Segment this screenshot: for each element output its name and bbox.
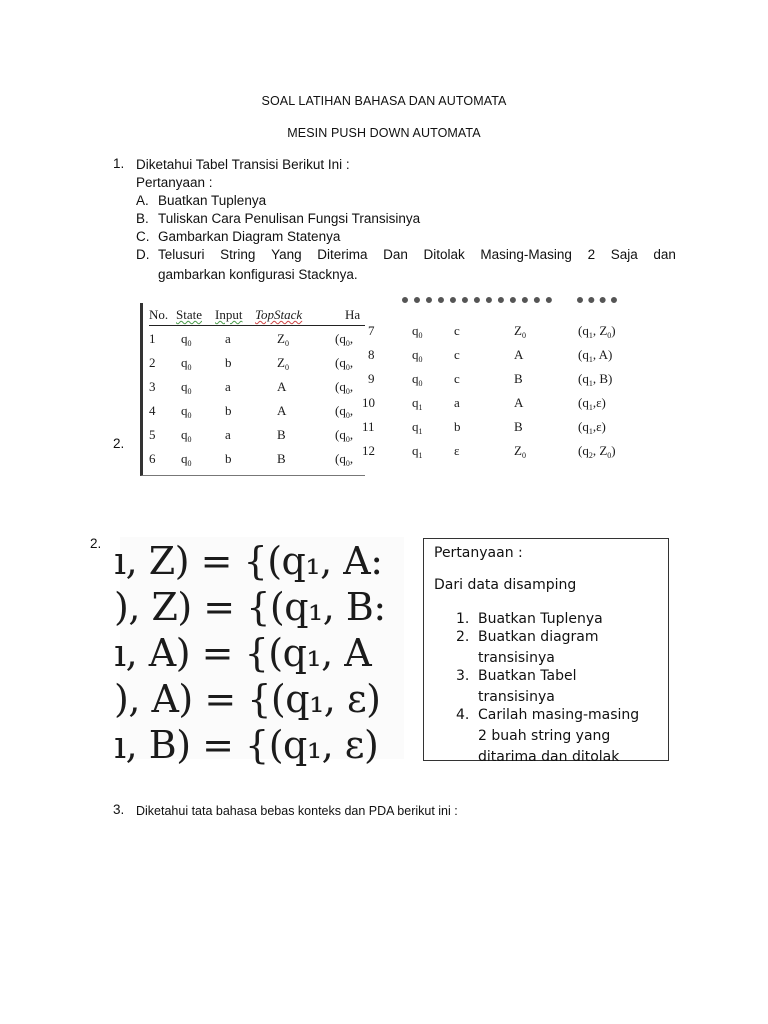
subscript: 0	[187, 363, 192, 372]
text: 9	[368, 371, 375, 386]
cell-topstack	[277, 427, 286, 444]
text: a	[225, 331, 231, 346]
table-row	[368, 323, 672, 343]
word: Masing-Masing	[480, 247, 572, 262]
table-row	[362, 419, 672, 439]
header-topstack: TopStack	[255, 307, 303, 322]
subscript: 0	[345, 411, 350, 420]
question-text: Diketahui tata bahasa bebas konteks dan PDA berikut ini :	[136, 804, 458, 818]
text: (q	[335, 451, 346, 466]
text: q	[181, 331, 188, 346]
question-number: 3.	[113, 802, 125, 817]
cell-no-cropped	[368, 371, 375, 387]
word: Diterima	[317, 247, 368, 262]
box-item-number: 1.	[456, 611, 470, 627]
text: 2	[149, 355, 156, 370]
text: q	[412, 347, 419, 362]
text: ,	[349, 451, 354, 466]
document-title: SOAL LATIHAN BAHASA DAN AUTOMATA	[261, 94, 507, 108]
text: (q	[578, 395, 589, 410]
scan-row: ı, Z) = {(q₁, A:	[114, 539, 383, 583]
cell-no-cropped	[368, 347, 375, 363]
cell-result	[335, 379, 353, 396]
subscript: 1	[418, 451, 423, 460]
cell-topstack	[277, 403, 286, 420]
cell-input	[454, 419, 461, 435]
text: b	[225, 451, 232, 466]
subscript: 0	[607, 451, 612, 460]
item-letter: A.	[136, 193, 149, 208]
cell-state	[412, 323, 423, 340]
item-letter: C.	[136, 229, 150, 244]
text: )	[611, 323, 616, 338]
cell-state	[181, 403, 192, 420]
text: a	[454, 395, 460, 410]
word: dan	[653, 247, 676, 262]
cell-no	[149, 427, 156, 443]
cell-state	[412, 395, 423, 412]
subscript: 0	[418, 331, 423, 340]
cell-no-cropped	[368, 323, 375, 339]
word: Telusuri	[158, 247, 205, 262]
text: 4	[149, 403, 156, 418]
cell-input	[225, 403, 232, 419]
question-number: 1.	[113, 156, 125, 171]
text: 6	[149, 451, 156, 466]
item-text: Gambarkan Diagram Statenya	[158, 229, 341, 244]
text: (q	[578, 371, 589, 386]
word: Ditolak	[423, 247, 465, 262]
word: Yang	[271, 247, 302, 262]
text: q	[181, 403, 188, 418]
text: q	[181, 451, 188, 466]
cell-input	[454, 347, 460, 363]
box-item-text: Carilah masing-masing	[478, 707, 640, 723]
text: B	[514, 371, 523, 386]
header-input: Input	[215, 307, 243, 322]
cell-topstack	[277, 355, 289, 372]
table-row	[362, 395, 672, 415]
box-item-text: Buatkan Tuplenya	[478, 611, 603, 627]
cell-input	[225, 355, 232, 371]
cell-result	[335, 403, 353, 420]
text: c	[454, 347, 460, 362]
scan-row: ), Z) = {(q₁, B:	[114, 585, 386, 629]
header-state: State	[176, 307, 202, 322]
transition-function-image	[114, 537, 404, 767]
subscript: 1	[418, 403, 423, 412]
cell-topstack	[277, 379, 286, 396]
question-number: 2.	[113, 436, 125, 451]
box-item-number: 3.	[456, 668, 470, 684]
subscript: 0	[187, 459, 192, 468]
text: (q	[578, 347, 589, 362]
cell-state	[181, 331, 192, 348]
subscript: 0	[345, 363, 350, 372]
text: A	[514, 347, 524, 362]
transition-table-image-left	[140, 303, 365, 476]
text: (q	[335, 331, 346, 346]
text: q	[412, 443, 419, 458]
cell-input	[454, 443, 459, 459]
text: 11	[362, 419, 375, 434]
cell-no	[149, 355, 156, 371]
text: )	[611, 443, 616, 458]
cell-no	[149, 403, 156, 419]
item-text: Tuliskan Cara Penulisan Fungsi Transisinya	[158, 211, 421, 226]
item-text-justified	[158, 246, 676, 264]
cell-result	[578, 347, 612, 364]
text: Z	[277, 331, 285, 346]
text: ,ε)	[592, 419, 606, 434]
subscript: 1	[588, 355, 593, 364]
text: 1	[149, 331, 156, 346]
text: , A)	[592, 347, 613, 362]
text: 12	[362, 443, 375, 458]
text: 5	[149, 427, 156, 442]
text: (q	[578, 419, 589, 434]
text: a	[225, 427, 231, 442]
transition-table-image-right	[362, 303, 672, 475]
subscript: 0	[187, 339, 192, 348]
subscript: 0	[418, 355, 423, 364]
subscript: 2	[588, 451, 593, 460]
text: (q	[578, 443, 589, 458]
item-text-continued: gambarkan konfigurasi Stacknya.	[158, 267, 358, 282]
box-title: Pertanyaan :	[434, 545, 523, 561]
subscript: 0	[345, 459, 350, 468]
word: Saja	[610, 247, 638, 262]
cell-state	[181, 451, 192, 468]
text: B	[277, 451, 286, 466]
cell-topstack	[514, 419, 523, 436]
box-item-number: 4.	[456, 707, 470, 723]
cell-state	[412, 347, 423, 364]
box-item-number: 2.	[456, 629, 470, 645]
cell-result	[335, 355, 353, 372]
subscript: 0	[187, 411, 192, 420]
subscript: 0	[521, 451, 526, 460]
table-row	[149, 403, 369, 423]
subscript: 0	[187, 435, 192, 444]
header-result: Ha	[345, 307, 361, 322]
cell-input	[454, 395, 460, 411]
subscript: 1	[588, 427, 593, 436]
subscript: 0	[187, 387, 192, 396]
text: b	[225, 355, 232, 370]
cell-no-cropped	[362, 395, 375, 411]
table-row	[368, 371, 672, 391]
text: b	[225, 403, 232, 418]
scan-row: ı, A) = {(q₁, A	[114, 631, 372, 675]
box-item-text: Buatkan Tabel	[478, 668, 577, 684]
text: 8	[368, 347, 375, 362]
question-text: Diketahui Tabel Transisi Berikut Ini :	[136, 157, 350, 172]
text: q	[412, 371, 419, 386]
text: Z	[514, 323, 522, 338]
cell-topstack	[514, 323, 526, 340]
item-letter: D.	[136, 247, 150, 262]
subscript: 0	[345, 435, 350, 444]
text: Z	[277, 355, 285, 370]
cell-result	[578, 323, 616, 340]
box-item-text: Buatkan diagram	[478, 629, 599, 645]
cell-result	[578, 371, 612, 388]
cell-result	[578, 419, 606, 436]
document-subtitle: MESIN PUSH DOWN AUTOMATA	[287, 126, 481, 140]
item-letter: B.	[136, 211, 149, 226]
text: ,	[349, 427, 354, 442]
table-row	[149, 427, 369, 447]
text: ε	[454, 443, 460, 458]
subscript: 0	[607, 331, 612, 340]
text: Z	[514, 443, 522, 458]
cell-state	[181, 427, 192, 444]
text: q	[181, 379, 188, 394]
text: (q	[335, 355, 346, 370]
table-row	[149, 355, 369, 375]
subscript: 1	[588, 379, 593, 388]
text: A	[277, 379, 287, 394]
subscript: 0	[345, 339, 350, 348]
item-text: Buatkan Tuplenya	[158, 193, 267, 208]
scan-row: ı, B) = {(q₁, ε)	[114, 723, 379, 767]
cell-state	[181, 355, 192, 372]
text: c	[454, 371, 460, 386]
box-item-text: 2 buah string yang	[478, 728, 611, 744]
cell-input	[225, 451, 232, 467]
text: q	[412, 323, 419, 338]
cell-input	[454, 371, 460, 387]
questions-textbox	[423, 538, 669, 765]
subscript: 1	[418, 427, 423, 436]
table-row	[368, 347, 672, 367]
question-prompt: Pertanyaan :	[136, 175, 213, 190]
subscript: 0	[345, 387, 350, 396]
cell-input	[225, 379, 231, 395]
cell-result	[578, 443, 616, 460]
word: Dan	[383, 247, 408, 262]
cell-no-cropped	[362, 419, 375, 435]
cropped-header	[372, 303, 672, 311]
header-no: No.	[149, 307, 169, 322]
cell-topstack	[514, 371, 523, 388]
text: q	[412, 419, 419, 434]
cell-input	[225, 331, 231, 347]
text: ,	[349, 403, 354, 418]
text: A	[277, 403, 287, 418]
table-row	[149, 331, 369, 351]
cell-state	[412, 371, 423, 388]
text: 3	[149, 379, 156, 394]
box-item-text: transisinya	[478, 650, 555, 666]
word: String	[220, 247, 256, 262]
text: a	[225, 379, 231, 394]
cell-topstack	[514, 443, 526, 460]
text: 10	[362, 395, 375, 410]
cell-input	[225, 427, 231, 443]
table-row	[149, 379, 369, 399]
table-row	[362, 443, 672, 463]
text: (q	[335, 427, 346, 442]
cell-result	[578, 395, 606, 412]
text: ,	[349, 355, 354, 370]
cell-result	[335, 451, 353, 468]
cell-topstack	[277, 331, 289, 348]
word: 2	[587, 247, 596, 262]
text: ,	[349, 331, 354, 346]
subscript: 1	[588, 403, 593, 412]
table-row	[149, 451, 369, 471]
text: b	[454, 419, 461, 434]
text: , Z	[592, 443, 608, 458]
scan-row: ), A) = {(q₁, ε)	[114, 677, 381, 721]
text: A	[514, 395, 524, 410]
cell-topstack	[277, 451, 286, 468]
text: B	[277, 427, 286, 442]
cell-state	[412, 443, 423, 460]
text: 7	[368, 323, 375, 338]
text: (q	[335, 403, 346, 418]
box-item-text: ditarima dan ditolak	[478, 749, 620, 765]
cell-no-cropped	[362, 443, 375, 459]
subscript: 0	[521, 331, 526, 340]
table-header	[149, 307, 365, 326]
text: q	[181, 427, 188, 442]
box-item-text: transisinya	[478, 689, 555, 705]
cell-state	[181, 379, 192, 396]
cell-no	[149, 451, 156, 467]
text: q	[181, 355, 188, 370]
text: c	[454, 323, 460, 338]
text: ,ε)	[592, 395, 606, 410]
cell-topstack	[514, 395, 523, 412]
subscript: 0	[418, 379, 423, 388]
cell-result	[335, 331, 353, 348]
text: q	[412, 395, 419, 410]
subscript: 1	[588, 331, 593, 340]
text: (q	[578, 323, 589, 338]
cell-topstack	[514, 347, 523, 364]
cell-state	[412, 419, 423, 436]
text: B	[514, 419, 523, 434]
question-number: 2.	[90, 536, 102, 551]
cell-input	[454, 323, 460, 339]
box-intro: Dari data disamping	[434, 577, 577, 593]
cell-no	[149, 331, 156, 347]
text: ,	[349, 379, 354, 394]
subscript: 0	[284, 363, 289, 372]
text: , B)	[592, 371, 613, 386]
text: , Z	[592, 323, 608, 338]
text: (q	[335, 379, 346, 394]
cell-result	[335, 427, 353, 444]
subscript: 0	[284, 339, 289, 348]
cell-no	[149, 379, 156, 395]
